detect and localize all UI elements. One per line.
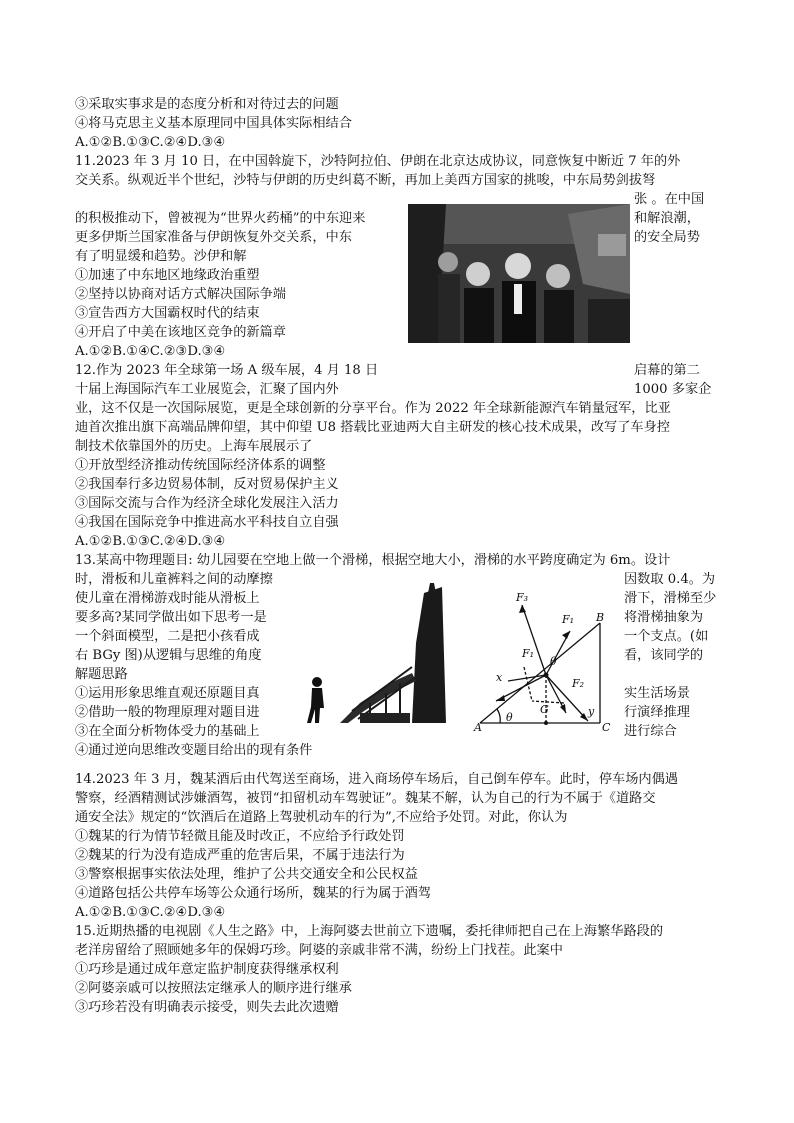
q12-line-1-right: 启幕的第二 (634, 363, 700, 378)
q15-line-1: 15.近期热播的电视剧《人生之路》中，上海阿婆去世前立下遗嘱，委托律师把自己在上海繁华路段的 (75, 924, 664, 939)
q11-line-5: 更多伊斯兰国家准备与伊朗恢复外交关系，中东 (75, 230, 352, 245)
label-f1-second: F₁ (522, 647, 535, 660)
q12-line-2-right: 1000 多家企 (634, 382, 712, 397)
label-g: G (540, 703, 549, 716)
q13-line-6: 右 BGy 图)从逻辑与思维的角度 (75, 648, 262, 663)
q13-line-7: 解题思路 (75, 667, 128, 682)
q15-line-2: 老洋房留给了照顾她多年的保姆巧珍。阿婆的亲戚非常不满，纷纷上门找茬。此案中 (75, 943, 563, 958)
q13-line-1: 13.某高中物理题目: 幼儿园要在空地上做一个滑梯，根据空地大小，滑梯的水平跨度确定为 6m。设计 (75, 553, 671, 568)
q13-option-2-right: 行演绎推理 (624, 705, 690, 720)
q11-option-2: ②坚持以协商对话方式解决国际争端 (75, 287, 286, 302)
q14-option-4: ④道路包括公共停车场等公众通行场所，魏某的行为属于酒驾 (75, 886, 432, 901)
q11-answer-choices: A.①②B.①④C.②③D.③④ (75, 344, 226, 359)
q13-line-3: 使儿童在滑梯游戏时能从滑板上 (75, 591, 260, 606)
slide-figure (300, 583, 616, 733)
label-theta-a: θ (506, 711, 513, 724)
q13-option-1: ①运用形象思维直观还原题目真 (75, 686, 260, 701)
label-y: y (588, 705, 595, 718)
slide-illustration (300, 583, 616, 733)
q12-option-3: ③国际交流与合作为经济全球化发展注入活力 (75, 496, 339, 511)
q14-line-2: 警察，经酒精测试涉嫌酒驾，被罚“扣留机动车驾驶证”。魏某不解，认为自己的行为不属于《道路交 (75, 791, 656, 806)
news-photo (408, 204, 630, 343)
q13-line-2-right: 因数取 0.4。为 (624, 572, 716, 587)
q12-line-4: 迪首次推出旗下高端品牌仰望，其中仰望 U8 搭载比亚迪两大自主研发的核心技术成果，改写了车身控 (75, 420, 670, 435)
q12-line-3: 业，这不仅是一次国际展览，更是全球创新的分享平台。作为 2022 年全球新能源汽车销量冠军，比亚 (75, 401, 671, 416)
q13-line-6-right: 看，该同学的 (624, 648, 704, 663)
q13-option-1-right: 实生活场景 (624, 686, 690, 701)
option-3: ③采取实事求是的态度分析和对待过去的问题 (75, 97, 339, 112)
q14-answer-choices: A.①②B.①③C.②④D.③④ (75, 905, 226, 920)
label-c: C (602, 721, 611, 733)
q12-answer-choices: A.①②B.①③C.②④D.③④ (75, 534, 226, 549)
q13-line-5-right: 一个支点。(如 (624, 629, 709, 644)
q13-option-4: ④通过逆向思维改变题目给出的现有条件 (75, 743, 313, 758)
label-f1: F₁ (562, 613, 575, 626)
q12-line-1: 12.作为 2023 年全球第一场 A 级车展，4 月 18 日 (75, 363, 379, 378)
q12-option-4: ④我国在国际竞争中推进高水平科技自立自强 (75, 515, 339, 530)
q12-line-2: 十届上海国际汽车工业展览会，汇聚了国内外 (75, 382, 339, 397)
option-4: ④将马克思主义基本原理同中国具体实际相结合 (75, 116, 352, 131)
q13-line-5: 一个斜面模型，二是把小孩看成 (75, 629, 260, 644)
label-a: A (474, 721, 482, 733)
photo-illustration (408, 204, 630, 343)
q13-line-3-right: 滑下，滑梯至少 (624, 591, 717, 606)
q11-line-4-right: 和解浪潮， (634, 211, 700, 226)
q13-line-2: 时，滑板和儿童裤料之间的动摩擦 (75, 572, 273, 587)
q13-option-2: ②借助一般的物理原理对题目进 (75, 705, 260, 720)
q11-line-2: 交关系。纵观近半个世纪，沙特与伊朗的历史纠葛不断，再加上美西方国家的挑唆，中东局势剑拔弩 (75, 173, 656, 188)
q13-option-3-right: 进行综合 (624, 724, 677, 739)
q13-option-3: ③在全面分析物体受力的基础上 (75, 724, 260, 739)
q14-option-2: ②魏某的行为没有造成严重的危害后果，不属于违法行为 (75, 848, 405, 863)
q11-option-4: ④开启了中美在该地区竞争的新篇章 (75, 325, 286, 340)
label-x: x (496, 671, 503, 684)
q15-option-3: ③巧珍若没有明确表示接受，则失去此次遗赠 (75, 1000, 339, 1015)
q15-option-1: ①巧珍是通过成年意定监护制度获得继承权利 (75, 962, 339, 977)
q11-option-1: ①加速了中东地区地缘政治重塑 (75, 268, 260, 283)
q12-line-5: 制技术依靠国外的历史。上海车展展示了 (75, 439, 313, 454)
q11-line-1: 11.2023 年 3 月 10 日，在中国斡旋下，沙特阿拉伯、伊朗在北京达成协议，同意恢复中断近 7 年的外 (75, 154, 681, 169)
q14-option-3: ③警察根据事实依法处理，维护了公共交通安全和公民权益 (75, 867, 418, 882)
answer-choices: A.①②B.①③C.②④D.③④ (75, 135, 226, 150)
label-theta: θ (550, 655, 557, 668)
label-f3: F₃ (516, 591, 529, 604)
q11-option-3: ③宣告西方大国霸权时代的结束 (75, 306, 260, 321)
q12-option-2: ②我国奉行多边贸易体制，反对贸易保护主义 (75, 477, 339, 492)
q14-option-1: ①魏某的行为情节轻微且能及时改正，不应给予行政处罚 (75, 829, 405, 844)
q11-line-5-right: 的安全局势 (634, 230, 700, 245)
q11-line-4: 的积极推动下，曾被视为“世界火药桶”的中东迎来 (75, 211, 366, 226)
q14-line-1: 14.2023 年 3 月，魏某酒后由代驾送至商场，进入商场停车场后，自己倒车停车。此时，停车场内偶遇 (75, 772, 678, 787)
q15-option-2: ②阿婆亲戚可以按照法定继承人的顺序进行继承 (75, 981, 352, 996)
q12-option-1: ①开放型经济推动传统国际经济体系的调整 (75, 458, 326, 473)
label-f2: F₂ (572, 677, 585, 690)
q13-line-4-right: 将滑梯抽象为 (624, 610, 704, 625)
q13-line-4: 要多高?某同学做出如下思考一是 (75, 610, 267, 625)
q14-line-3: 通安全法》规定的“饮酒后在道路上驾驶机动车的行为”,不应给予处罚。对此，你认为 (75, 810, 568, 825)
q11-line-3: 张 。在中国 (634, 192, 705, 207)
label-b: B (596, 611, 605, 624)
q11-line-6: 有了明显缓和趋势。沙伊和解 (75, 249, 247, 264)
